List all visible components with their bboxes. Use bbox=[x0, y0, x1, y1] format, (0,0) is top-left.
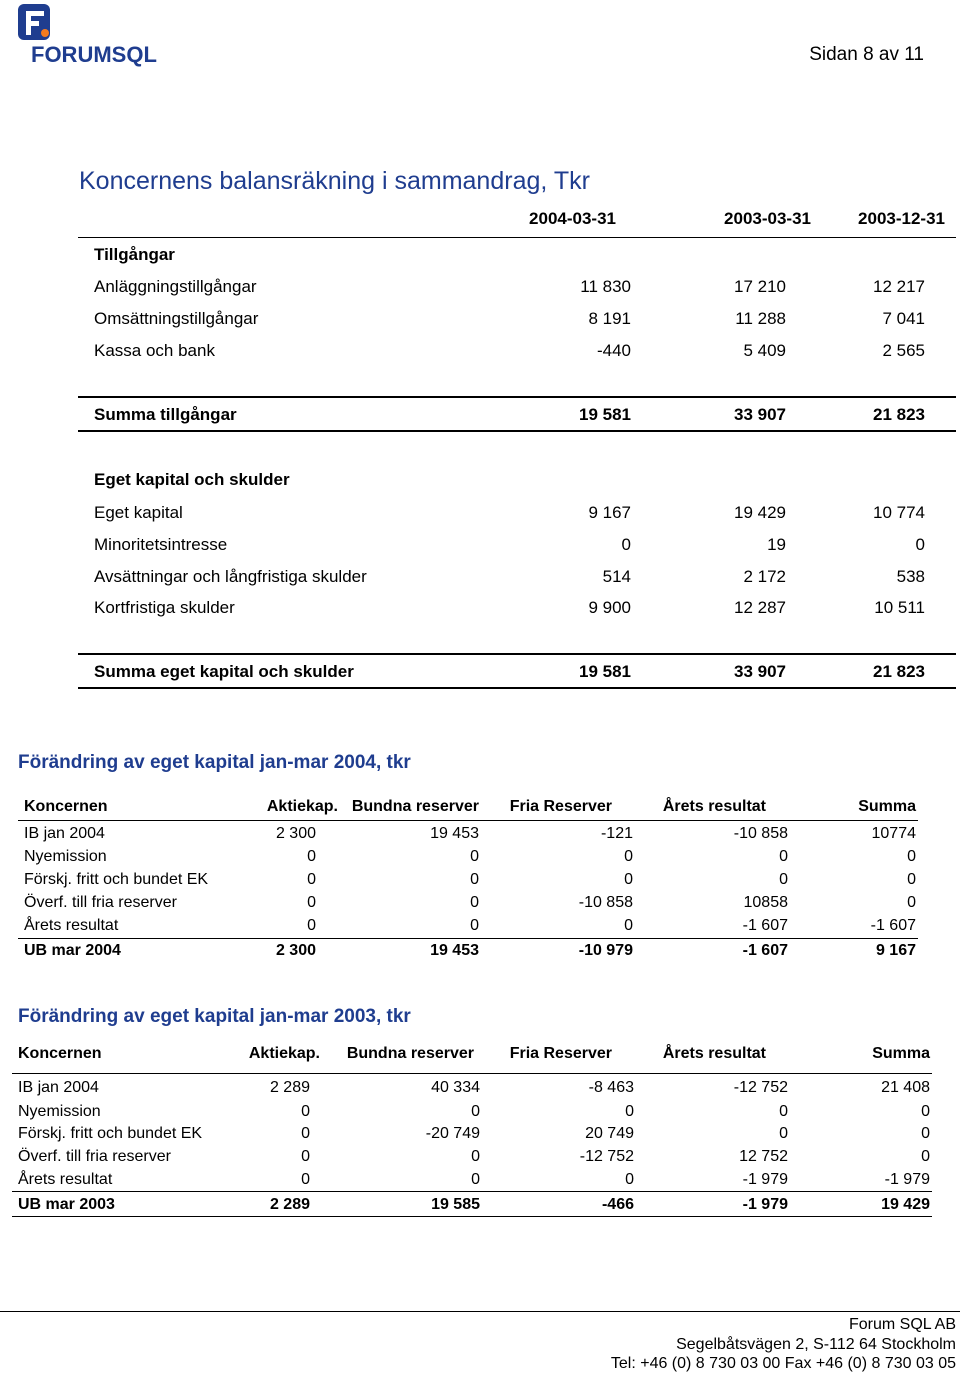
column-header: Fria Reserver bbox=[509, 1045, 612, 1062]
cell-value: 0 bbox=[907, 848, 916, 865]
divider bbox=[78, 237, 956, 238]
row-label: Årets resultat bbox=[18, 1171, 113, 1188]
row-label: Summa tillgångar bbox=[94, 405, 237, 424]
table-row bbox=[12, 1100, 932, 1123]
cell-value: 19 429 bbox=[734, 503, 786, 522]
row-label: Överf. till fria reserver bbox=[18, 1148, 171, 1165]
table-row bbox=[18, 891, 918, 914]
row-label: Summa eget kapital och skulder bbox=[94, 662, 354, 681]
column-header: 2003-12-31 bbox=[858, 209, 945, 228]
cell-value: 0 bbox=[471, 1148, 480, 1165]
cell-value: 2 565 bbox=[882, 341, 925, 360]
page-title: Koncernens balansräkning i sammandrag, Tkr bbox=[79, 167, 590, 195]
total-row bbox=[18, 939, 918, 962]
cell-value: 0 bbox=[779, 1103, 788, 1120]
cell-value: 40 334 bbox=[431, 1079, 480, 1096]
section-heading: Eget kapital och skulder bbox=[94, 470, 290, 489]
cell-value: 21 823 bbox=[873, 662, 925, 681]
cell-value: 9 167 bbox=[875, 942, 916, 959]
row-label: Nyemission bbox=[18, 1103, 101, 1120]
cell-value: 20 749 bbox=[585, 1125, 634, 1142]
row-label: Överf. till fria reserver bbox=[24, 894, 177, 911]
cell-value: 0 bbox=[624, 871, 633, 888]
column-header: Aktiekap. bbox=[266, 798, 338, 815]
column-header: Fria Reserver bbox=[509, 798, 612, 815]
column-header: Bundna reserver bbox=[351, 798, 479, 815]
cell-value: 0 bbox=[779, 1125, 788, 1142]
table-row bbox=[78, 561, 956, 591]
row-label: Anläggningstillgångar bbox=[94, 277, 257, 296]
cell-value: 2 300 bbox=[275, 825, 316, 842]
total-row bbox=[78, 399, 956, 429]
cell-value: 0 bbox=[624, 848, 633, 865]
table-row bbox=[18, 822, 918, 845]
cell-value: 33 907 bbox=[734, 405, 786, 424]
table-row bbox=[18, 868, 918, 891]
cell-value: 0 bbox=[307, 894, 316, 911]
cell-value: 17 210 bbox=[734, 277, 786, 296]
divider bbox=[78, 653, 956, 655]
forumsql-logo bbox=[18, 2, 168, 70]
cell-value: -1 979 bbox=[884, 1171, 930, 1188]
cell-value: 0 bbox=[471, 1171, 480, 1188]
column-header: Koncernen bbox=[24, 798, 108, 815]
cell-value: 0 bbox=[301, 1125, 310, 1142]
table-row bbox=[78, 303, 956, 333]
forumsql-logo-icon bbox=[18, 2, 168, 70]
column-header: 2004-03-31 bbox=[529, 209, 616, 228]
cell-value: -1 979 bbox=[742, 1171, 788, 1188]
cell-value: 0 bbox=[625, 1103, 634, 1120]
cell-value: -10 979 bbox=[578, 942, 633, 959]
cell-value: 0 bbox=[470, 871, 479, 888]
table-row bbox=[18, 914, 918, 937]
cell-value: -12 752 bbox=[733, 1079, 788, 1096]
cell-value: -440 bbox=[596, 341, 631, 360]
cell-value: 19 585 bbox=[431, 1196, 480, 1213]
cell-value: -1 607 bbox=[742, 942, 788, 959]
cell-value: 0 bbox=[915, 535, 925, 554]
table-row bbox=[78, 529, 956, 559]
cell-value: 514 bbox=[602, 567, 631, 586]
divider bbox=[18, 820, 918, 821]
cell-value: 0 bbox=[307, 871, 316, 888]
total-row bbox=[78, 656, 956, 686]
cell-value: 2 289 bbox=[269, 1196, 310, 1213]
column-header: Årets resultat bbox=[662, 1045, 766, 1062]
row-label: Eget kapital bbox=[94, 503, 183, 522]
column-header: Summa bbox=[872, 1045, 930, 1062]
cell-value: -12 752 bbox=[579, 1148, 634, 1165]
cell-value: -466 bbox=[601, 1196, 634, 1213]
footer-divider bbox=[0, 1311, 960, 1312]
cell-value: 0 bbox=[921, 1125, 930, 1142]
cell-value: 33 907 bbox=[734, 662, 786, 681]
logo-wordmark: FORUMSQL bbox=[31, 42, 157, 67]
cell-value: 19 581 bbox=[579, 405, 631, 424]
cell-value: 0 bbox=[907, 894, 916, 911]
cell-value: 0 bbox=[301, 1103, 310, 1120]
column-header: 2003-03-31 bbox=[724, 209, 811, 228]
section-title: Förändring av eget kapital jan-mar 2004, tkr bbox=[18, 752, 411, 773]
cell-value: -8 463 bbox=[588, 1079, 634, 1096]
table-row bbox=[78, 271, 956, 301]
divider bbox=[12, 1216, 932, 1217]
table-row bbox=[18, 845, 918, 868]
table-row bbox=[12, 1076, 932, 1099]
cell-value: 10 774 bbox=[873, 503, 925, 522]
row-label: IB jan 2004 bbox=[18, 1079, 99, 1096]
row-label: Nyemission bbox=[24, 848, 107, 865]
row-label: Årets resultat bbox=[24, 917, 119, 934]
row-label: Kassa och bank bbox=[94, 341, 215, 360]
cell-value: 0 bbox=[625, 1171, 634, 1188]
cell-value: 8 191 bbox=[588, 309, 631, 328]
table-row bbox=[12, 1168, 932, 1191]
cell-value: 19 bbox=[767, 535, 786, 554]
column-header: Koncernen bbox=[18, 1045, 102, 1062]
table-row bbox=[78, 335, 956, 365]
cell-value: 0 bbox=[779, 871, 788, 888]
row-label: UB mar 2003 bbox=[18, 1196, 115, 1213]
table-header-row bbox=[12, 1042, 932, 1065]
divider bbox=[12, 1073, 932, 1074]
cell-value: -1 979 bbox=[742, 1196, 788, 1213]
table-row bbox=[78, 497, 956, 527]
cell-value: 9 900 bbox=[588, 598, 631, 617]
column-header: Årets resultat bbox=[662, 798, 766, 815]
cell-value: 2 172 bbox=[743, 567, 786, 586]
cell-value: -1 607 bbox=[742, 917, 788, 934]
row-label: Förskj. fritt och bundet EK bbox=[18, 1125, 203, 1142]
divider bbox=[12, 1191, 932, 1192]
cell-value: 0 bbox=[307, 917, 316, 934]
cell-value: 7 041 bbox=[882, 309, 925, 328]
balance-header-row bbox=[78, 203, 956, 233]
cell-value: 0 bbox=[470, 848, 479, 865]
cell-value: 0 bbox=[470, 917, 479, 934]
row-label: Avsättningar och långfristiga skulder bbox=[94, 567, 367, 586]
cell-value: 0 bbox=[471, 1103, 480, 1120]
cell-value: -10 858 bbox=[578, 894, 633, 911]
row-label: Kortfristiga skulder bbox=[94, 598, 235, 617]
table-row bbox=[12, 1122, 932, 1145]
cell-value: 0 bbox=[301, 1148, 310, 1165]
cell-value: 21 823 bbox=[873, 405, 925, 424]
divider bbox=[78, 687, 956, 689]
cell-value: 10 511 bbox=[874, 598, 925, 617]
divider bbox=[78, 396, 956, 398]
table-header-row bbox=[18, 795, 918, 818]
cell-value: 10774 bbox=[871, 825, 916, 842]
cell-value: 9 167 bbox=[588, 503, 631, 522]
page-number: Sidan 8 av 11 bbox=[809, 44, 924, 65]
cell-value: 12 287 bbox=[734, 598, 786, 617]
cell-value: 0 bbox=[624, 917, 633, 934]
row-label: Minoritetsintresse bbox=[94, 535, 228, 554]
footer-company: Forum SQL AB bbox=[849, 1316, 956, 1333]
table-row bbox=[78, 592, 956, 622]
row-label: Förskj. fritt och bundet EK bbox=[24, 871, 209, 888]
cell-value: -10 858 bbox=[733, 825, 788, 842]
section-heading-row bbox=[78, 464, 956, 494]
section-title: Förändring av eget kapital jan-mar 2003, tkr bbox=[18, 1006, 411, 1027]
table-row bbox=[12, 1145, 932, 1168]
cell-value: 0 bbox=[779, 848, 788, 865]
section-heading-row bbox=[78, 239, 956, 269]
cell-value: 2 289 bbox=[269, 1079, 310, 1096]
footer-address: Segelbåtsvägen 2, S-112 64 Stockholm bbox=[676, 1336, 956, 1353]
cell-value: 0 bbox=[301, 1171, 310, 1188]
cell-value: 21 408 bbox=[881, 1079, 930, 1096]
cell-value: 0 bbox=[921, 1148, 930, 1165]
section-heading: Tillgångar bbox=[94, 245, 175, 264]
cell-value: 11 288 bbox=[735, 309, 786, 328]
cell-value: -1 607 bbox=[870, 917, 916, 934]
cell-value: 19 429 bbox=[881, 1196, 930, 1213]
column-header: Summa bbox=[858, 798, 916, 815]
cell-value: 0 bbox=[921, 1103, 930, 1120]
row-label: Omsättningstillgångar bbox=[94, 309, 259, 328]
cell-value: 0 bbox=[307, 848, 316, 865]
cell-value: 12 217 bbox=[873, 277, 925, 296]
footer-contact: Tel: +46 (0) 8 730 03 00 Fax +46 (0) 8 730 03 05 bbox=[610, 1355, 956, 1372]
cell-value: 0 bbox=[907, 871, 916, 888]
cell-value: 2 300 bbox=[275, 942, 316, 959]
cell-value: -20 749 bbox=[425, 1125, 480, 1142]
column-header: Aktiekap. bbox=[248, 1045, 320, 1062]
cell-value: 0 bbox=[470, 894, 479, 911]
cell-value: 538 bbox=[896, 567, 925, 586]
row-label: UB mar 2004 bbox=[24, 942, 121, 959]
cell-value: 19 453 bbox=[430, 825, 479, 842]
cell-value: 19 581 bbox=[579, 662, 631, 681]
divider bbox=[78, 430, 956, 432]
column-header: Bundna reserver bbox=[346, 1045, 474, 1062]
cell-value: 19 453 bbox=[430, 942, 479, 959]
cell-value: 11 830 bbox=[580, 277, 631, 296]
cell-value: -121 bbox=[600, 825, 633, 842]
total-row bbox=[12, 1193, 932, 1216]
cell-value: 5 409 bbox=[743, 341, 786, 360]
cell-value: 12 752 bbox=[739, 1148, 788, 1165]
cell-value: 10858 bbox=[743, 894, 788, 911]
row-label: IB jan 2004 bbox=[24, 825, 105, 842]
cell-value: 0 bbox=[621, 535, 631, 554]
